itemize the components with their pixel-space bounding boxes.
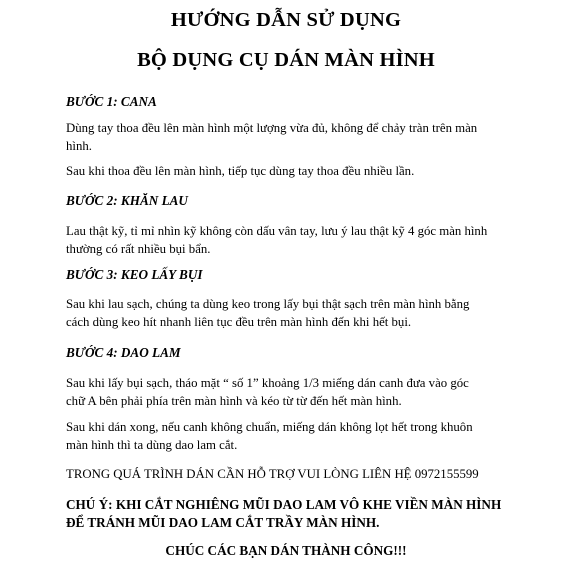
step4-p2-line1: Sau khi dán xong, nếu canh không chuẩn, miếng dán không lọt hết trong khuôn [66, 420, 473, 434]
step4-paragraph-2 [66, 418, 544, 454]
step4-p1-line1: Sau khi lấy bụi sạch, tháo mặt “ số 1” khoảng 1/3 miếng dán canh đưa vào góc [66, 376, 469, 390]
contact-line: TRONG QUÁ TRÌNH DÁN CẦN HỖ TRỢ VUI LÒNG LIÊN HỆ 0972155599 [66, 467, 479, 481]
step1-p1-line2: hình. [66, 139, 92, 153]
step1-heading: BƯỚC 1: CANA [66, 94, 157, 109]
step4-paragraph-1 [66, 374, 544, 410]
document-title-line2: BỘ DỤNG CỤ DÁN MÀN HÌNH [137, 49, 435, 71]
step3-p1-line2: cách dùng keo hít nhanh liên tục đều trên màn hình đến khi hết bụi. [66, 315, 412, 329]
step2-heading: BƯỚC 2: KHĂN LAU [66, 193, 188, 208]
closing-message: CHÚC CÁC BẠN DÁN THÀNH CÔNG!!! [165, 543, 407, 558]
warning-note-line2: ĐỂ TRÁNH MŨI DAO LAM CẮT TRẦY MÀN HÌNH. [66, 515, 380, 530]
document-title-line1: HƯỚNG DẪN SỬ DỤNG [170, 9, 402, 31]
step4-p2-line2: màn hình thì ta dùng dao lam cắt. [66, 438, 238, 452]
step4-p1-line2: chữ A bên phải phía trên màn hình và kéo từ từ đến hết màn hình. [66, 394, 402, 408]
step3-p1-line1: Sau khi lau sạch, chúng ta dùng keo trong lấy bụi thật sạch trên màn hình bằng [66, 297, 470, 311]
step1-p1-line1: Dùng tay thoa đều lên màn hình một lượng vừa đủ, không để chảy tràn trên màn [66, 121, 478, 135]
warning-note-line1: CHÚ Ý: KHI CẮT NGHIÊNG MŨI DAO LAM VÔ KHE VIỀN MÀN HÌNH [66, 497, 502, 512]
warning-note [66, 496, 501, 532]
step4-heading: BƯỚC 4: DAO LAM [66, 345, 181, 360]
step3-heading: BƯỚC 3: KEO LẤY BỤI [66, 267, 203, 282]
step1-paragraph-1 [66, 119, 544, 155]
step2-p1-line1: Lau thật kỹ, tỉ mỉ nhìn kỹ không còn dấu vân tay, lưu ý lau thật kỹ 4 góc màn hình [66, 224, 488, 238]
step2-paragraph-1 [66, 222, 544, 258]
step3-paragraph-1 [66, 295, 544, 331]
step2-p1-line2: thường có rất nhiều bụi bẩn. [66, 242, 211, 256]
step1-paragraph-2 [66, 162, 544, 180]
step1-p2-line1: Sau khi thoa đều lên màn hình, tiếp tục dùng tay thoa đều nhiều lần. [66, 164, 415, 178]
